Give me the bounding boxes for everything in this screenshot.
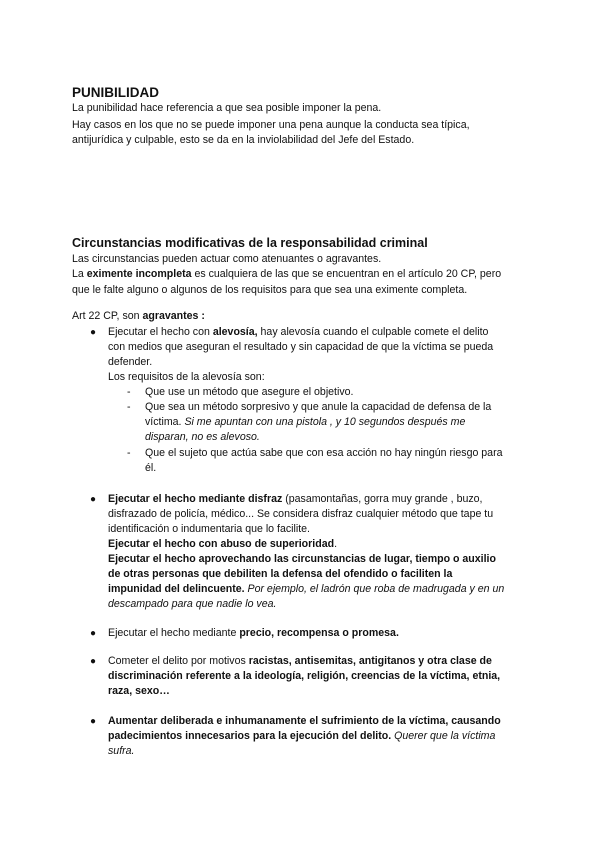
text-run: (pasamontañas, gorra muy grande , buzo, [282, 493, 483, 505]
list-item-line: con medios que aseguran el resultado y sin capacidad de que la víctima se pueda [108, 341, 494, 353]
list-item-line [108, 626, 399, 641]
sublist-item-line: Que el sujeto que actúa sabe que con esa acción no hay ningún riesgo para [145, 447, 503, 459]
text-run: La [72, 268, 87, 280]
list-item-line [108, 582, 504, 597]
text-run: Ejecutar el hecho mediante [108, 627, 240, 639]
list-item-line [108, 729, 495, 744]
paragraph-line [72, 267, 501, 282]
paragraph-line: Hay casos en los que no se puede imponer una pena aunque la conducta sea típica, [72, 119, 470, 131]
example-text: disparan, no es alevoso. [145, 431, 260, 443]
text-run: Art 22 CP, son [72, 310, 143, 322]
example-text: Por ejemplo, el ladrón que roba de madrugada y en un [244, 583, 505, 595]
paragraph-line: Las circunstancias pueden actuar como atenuantes o agravantes. [72, 253, 382, 265]
dash-icon: - [127, 386, 131, 398]
example-text: sufra. [108, 745, 135, 757]
paragraph-line: que le falte alguno o algunos de los requisitos para que sea una eximente completa. [72, 284, 468, 296]
sublist-item-line: él. [145, 462, 157, 474]
term-agravantes: agravantes : [142, 310, 205, 322]
term-precio: precio, recompensa o promesa. [239, 627, 399, 639]
term-padecimientos: padecimientos innecesarios para la ejecución del delito. [108, 730, 392, 742]
bullet-icon: ● [90, 494, 97, 505]
bullet-icon: ● [90, 656, 97, 667]
list-item-line: disfrazado de policía, médico... Se considera disfraz cualquier método que tape tu [108, 508, 494, 520]
sublist-item-line [145, 415, 465, 430]
paragraph-line: antijurídica y culpable, esto se da en la inviolabilidad del Jefe del Estado. [72, 134, 415, 146]
term-disfraz: Ejecutar el hecho mediante disfraz [108, 493, 283, 505]
term-alevosia: alevosía, [212, 326, 258, 338]
list-item-line: identificación o indumentaria que lo facilite. [108, 523, 310, 535]
dash-icon: - [127, 447, 131, 459]
list-item-line [108, 492, 482, 507]
term-discriminacion: racistas, antisemitas, antigitanos y otra clase de [248, 655, 492, 667]
example-text: Querer que la víctima [391, 730, 496, 742]
term-eximente-incompleta: eximente incompleta [86, 268, 192, 280]
sublist-item-line: Que use un método que asegure el objetivo. [145, 386, 354, 398]
text-run: . [334, 538, 338, 550]
section-title-punibilidad: PUNIBILIDAD [72, 85, 159, 100]
list-item-line: Aumentar deliberada e inhumanamente el sufrimiento de la víctima, causando [108, 715, 501, 727]
text-run: hay alevosía cuando el culpable comete el delito [257, 326, 489, 338]
list-item-line: de otras personas que debiliten la defensa del ofendido o faciliten la [108, 568, 453, 580]
text-run: víctima. [145, 416, 185, 428]
bullet-icon: ● [90, 628, 97, 639]
list-item-line: defender. [108, 356, 153, 368]
list-item-line [108, 537, 337, 552]
text-run: es cualquiera de las que se encuentran en el artículo 20 CP, pero [191, 268, 502, 280]
sublist-item-line: Que sea un método sorpresivo y que anule la capacidad de defensa de la [145, 401, 492, 413]
text-run: Ejecutar el hecho con [108, 326, 213, 338]
bullet-icon: ● [90, 716, 97, 727]
term-impunidad: impunidad del delincuente. [108, 583, 245, 595]
example-text: Si me apuntan con una pistola , y 10 segundos después me [184, 416, 466, 428]
text-run: Cometer el delito por motivos [108, 655, 249, 667]
dash-icon: - [127, 401, 131, 413]
list-item-line [108, 654, 492, 669]
paragraph-line: La punibilidad hace referencia a que sea posible imponer la pena. [72, 102, 382, 114]
term-abuso-superioridad: Ejecutar el hecho con abuso de superioridad [108, 538, 335, 550]
example-text: descampado para que nadie lo vea. [108, 598, 277, 610]
section-title-circunstancias: Circunstancias modificativas de la responsabilidad criminal [72, 236, 428, 250]
list-item-line: Los requisitos de la alevosía son: [108, 371, 265, 383]
list-item-line [108, 325, 488, 340]
art22-heading [72, 309, 205, 324]
list-item-line: discriminación referente a la ideología, religión, creencias de la víctima, etnia, [108, 670, 501, 682]
list-item-line: raza, sexo… [108, 685, 170, 697]
bullet-icon: ● [90, 327, 97, 338]
list-item-line: Ejecutar el hecho aprovechando las circunstancias de lugar, tiempo o auxilio [108, 553, 496, 565]
